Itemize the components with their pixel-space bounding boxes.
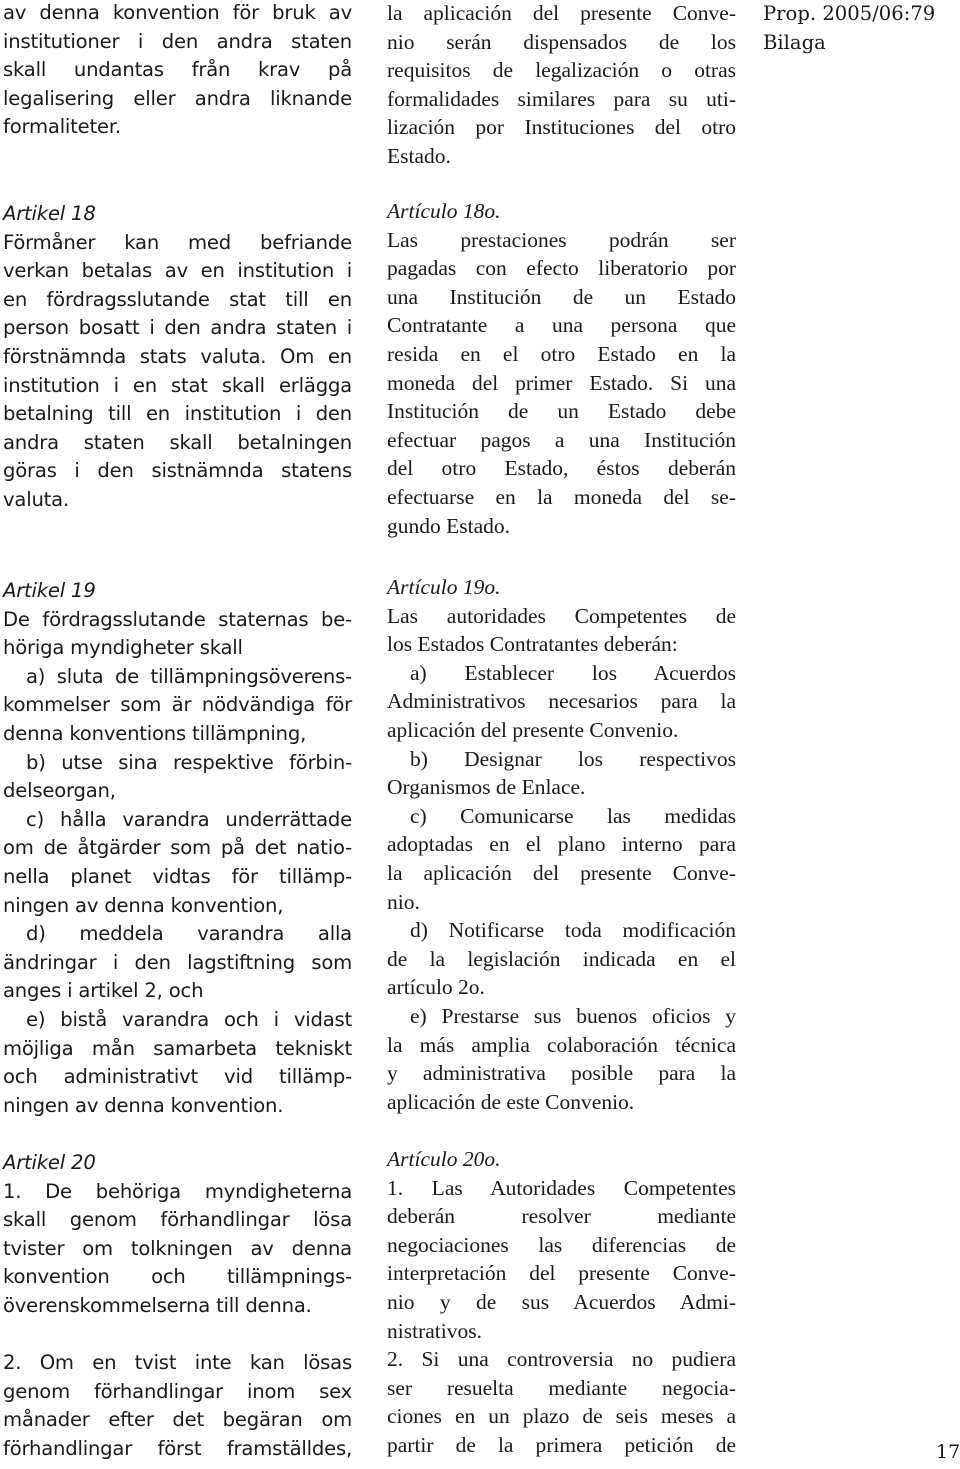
- list-item-d: d) meddela varandra alla: [26, 922, 352, 946]
- text-line: ningen av denna konvention,: [3, 893, 284, 917]
- text-line: efectuar pagos a una Institución: [387, 427, 736, 452]
- sv-article-19: [3, 577, 352, 1120]
- text-line: Förmåner kan med befriande: [3, 230, 352, 254]
- list-item-e: e) Prestarse sus buenos oficios y: [410, 1003, 736, 1028]
- text-line: y administrativa posible para la: [387, 1061, 736, 1086]
- text-line: ändringar i den lagstiftning som: [3, 950, 352, 974]
- text-line: moneda del primer Estado. Si una: [387, 370, 736, 395]
- sv-article-20-paragraph-2: [3, 1349, 352, 1463]
- text-line: verkan betalas av en institution i: [3, 259, 352, 283]
- text-line: efectuarse en la moneda del se-: [387, 484, 736, 509]
- text-line: ciones en un plazo de seis meses a: [387, 1404, 736, 1429]
- es-article-19: [387, 573, 736, 1116]
- text-line: lización por Instituciones del otro: [387, 115, 736, 140]
- article-heading: Artikel 18: [3, 202, 96, 225]
- es-article-20: [387, 1145, 736, 1460]
- text-line: De fördragsslutande staternas be-: [3, 607, 352, 631]
- text-line: Organismos de Enlace.: [387, 775, 586, 800]
- text-line: nio y de sus Acuerdos Admi-: [387, 1289, 736, 1314]
- text-line: nella planet vidtas för tillämp-: [3, 864, 352, 888]
- text-line: 1. De behöriga myndigheterna: [3, 1179, 352, 1203]
- text-line: och administrativt vid tillämp-: [3, 1065, 352, 1089]
- list-item-a: a) Establecer los Acuerdos: [410, 660, 736, 685]
- text-line: requisitos de legalización o otras: [387, 58, 736, 83]
- article-heading: Artículo 20o.: [387, 1147, 501, 1171]
- text-line: delseorgan,: [3, 779, 116, 803]
- text-line: Las prestaciones podrán ser: [387, 227, 736, 252]
- text-line: förstnämnda stats valuta. Om en: [3, 344, 352, 368]
- text-line: höriga myndigheter skall: [3, 636, 243, 660]
- text-line: överenskommelserna till denna.: [3, 1293, 312, 1317]
- text-line: gundo Estado.: [387, 513, 511, 538]
- text-line: Estado.: [387, 143, 451, 168]
- text-line: la aplicación del presente Conve-: [387, 1, 736, 25]
- text-line: los Estados Contratantes deberán:: [387, 632, 678, 657]
- text-line: person bosatt i den andra staten i: [3, 316, 352, 340]
- text-line: Institución de un Estado debe: [387, 399, 736, 424]
- text-line: aplicación del presente Convenio.: [387, 717, 679, 742]
- text-line: skall genom förhandlingar lösa: [3, 1208, 352, 1232]
- article-heading: Artikel 20: [3, 1151, 96, 1174]
- list-item-b: b) Designar los respectivos: [410, 746, 736, 771]
- text-line: la aplicación del presente Conve-: [387, 860, 736, 885]
- text-line: Administrativos necesarios para la: [387, 689, 736, 714]
- text-line: ser resuelta mediante negocia-: [387, 1375, 736, 1400]
- page-number: 17: [936, 1441, 960, 1463]
- text-line: adoptadas en el plano interno para: [387, 832, 736, 857]
- text-line: andra staten skall betalningen: [3, 430, 352, 454]
- text-line: denna konventions tillämpning,: [3, 721, 307, 745]
- text-line: legalisering eller andra liknande: [3, 86, 352, 110]
- list-item-b: b) utse sina respektive förbin-: [26, 750, 352, 774]
- text-line: del otro Estado, éstos deberán: [387, 456, 736, 481]
- article-heading: Artículo 18o.: [387, 199, 501, 223]
- text-line: interpretación del presente Conve-: [387, 1261, 736, 1286]
- text-line: artículo 2o.: [387, 975, 485, 1000]
- text-line: la más amplia colaboración técnica: [387, 1032, 736, 1057]
- article-heading: Artikel 19: [3, 579, 96, 602]
- document-reference: Prop. 2005/06:79: [763, 2, 936, 25]
- article-heading: Artículo 19o.: [387, 575, 501, 599]
- list-item-e: e) bistå varandra och i vidast: [26, 1007, 352, 1031]
- text-line: göras i den sistnämnda statens: [3, 459, 352, 483]
- text-line: tvister om tolkningen av denna: [3, 1236, 352, 1260]
- text-line: institution i en stat skall erlägga: [3, 373, 352, 397]
- text-line: aplicación de este Convenio.: [387, 1089, 635, 1114]
- list-item-c: c) hålla varandra underrättade: [26, 807, 352, 831]
- text-line: deberán resolver mediante: [387, 1204, 736, 1229]
- text-line: 2. Om en tvist inte kan lösas: [3, 1351, 352, 1374]
- text-line: genom förhandlingar inom sex: [3, 1379, 352, 1403]
- sv-article-20: [3, 1149, 352, 1321]
- text-line: kommelser som är nödvändiga för: [3, 693, 352, 717]
- text-line: betalning till en institution i den: [3, 402, 352, 426]
- text-line: Las autoridades Competentes de: [387, 603, 736, 628]
- text-line: möjliga mån samarbeta tekniskt: [3, 1036, 352, 1060]
- text-line: de la legislación indicada en el: [387, 946, 736, 971]
- text-line: partir de la primera petición de: [387, 1432, 736, 1457]
- page-header: [763, 0, 935, 57]
- es-article-18: [387, 197, 736, 540]
- text-line: månader efter det begäran om: [3, 1408, 352, 1432]
- text-line: formalidades similares para su uti-: [387, 86, 736, 111]
- sv-article-18: [3, 200, 352, 515]
- list-item-a: a) sluta de tillämpningsöverens-: [26, 664, 352, 688]
- text-line: una Institución de un Estado: [387, 284, 736, 309]
- text-line: anges i artikel 2, och: [3, 979, 204, 1003]
- text-line: förhandlingar först framställdes,: [3, 1436, 352, 1460]
- es-intro-paragraph: [387, 0, 736, 171]
- text-line: om de åtgärder som på det natio-: [3, 836, 352, 860]
- text-line: skall undantas från krav på: [3, 58, 352, 82]
- text-line: Contratante a una persona que: [387, 313, 736, 338]
- list-item-d: d) Notificarse toda modificación: [410, 918, 736, 943]
- text-line: institutioner i den andra staten: [3, 29, 352, 53]
- text-line: nio.: [387, 889, 420, 914]
- text-line: nistrativos.: [387, 1318, 482, 1343]
- text-line: konvention och tillämpnings-: [3, 1265, 352, 1289]
- text-line: 1. Las Autoridades Competentes: [387, 1175, 736, 1200]
- text-line: pagadas con efecto liberatorio por: [387, 256, 736, 281]
- sv-intro-paragraph: [3, 0, 352, 142]
- text-line: av denna konvention för bruk av: [3, 1, 352, 24]
- list-item-c: c) Comunicarse las medidas: [410, 803, 736, 828]
- text-line: ningen av denna konvention.: [3, 1093, 284, 1117]
- text-line: en fördragsslutande stat till en: [3, 287, 352, 311]
- text-line: formaliteter.: [3, 115, 121, 139]
- text-line: valuta.: [3, 487, 69, 511]
- text-line: negociaciones las diferencias de: [387, 1232, 736, 1257]
- text-line: 2. Si una controversia no pudiera: [387, 1347, 736, 1372]
- text-line: nio serán dispensados de los: [387, 29, 736, 54]
- text-line: resida en el otro Estado en la: [387, 341, 736, 366]
- appendix-label: Bilaga: [763, 30, 826, 54]
